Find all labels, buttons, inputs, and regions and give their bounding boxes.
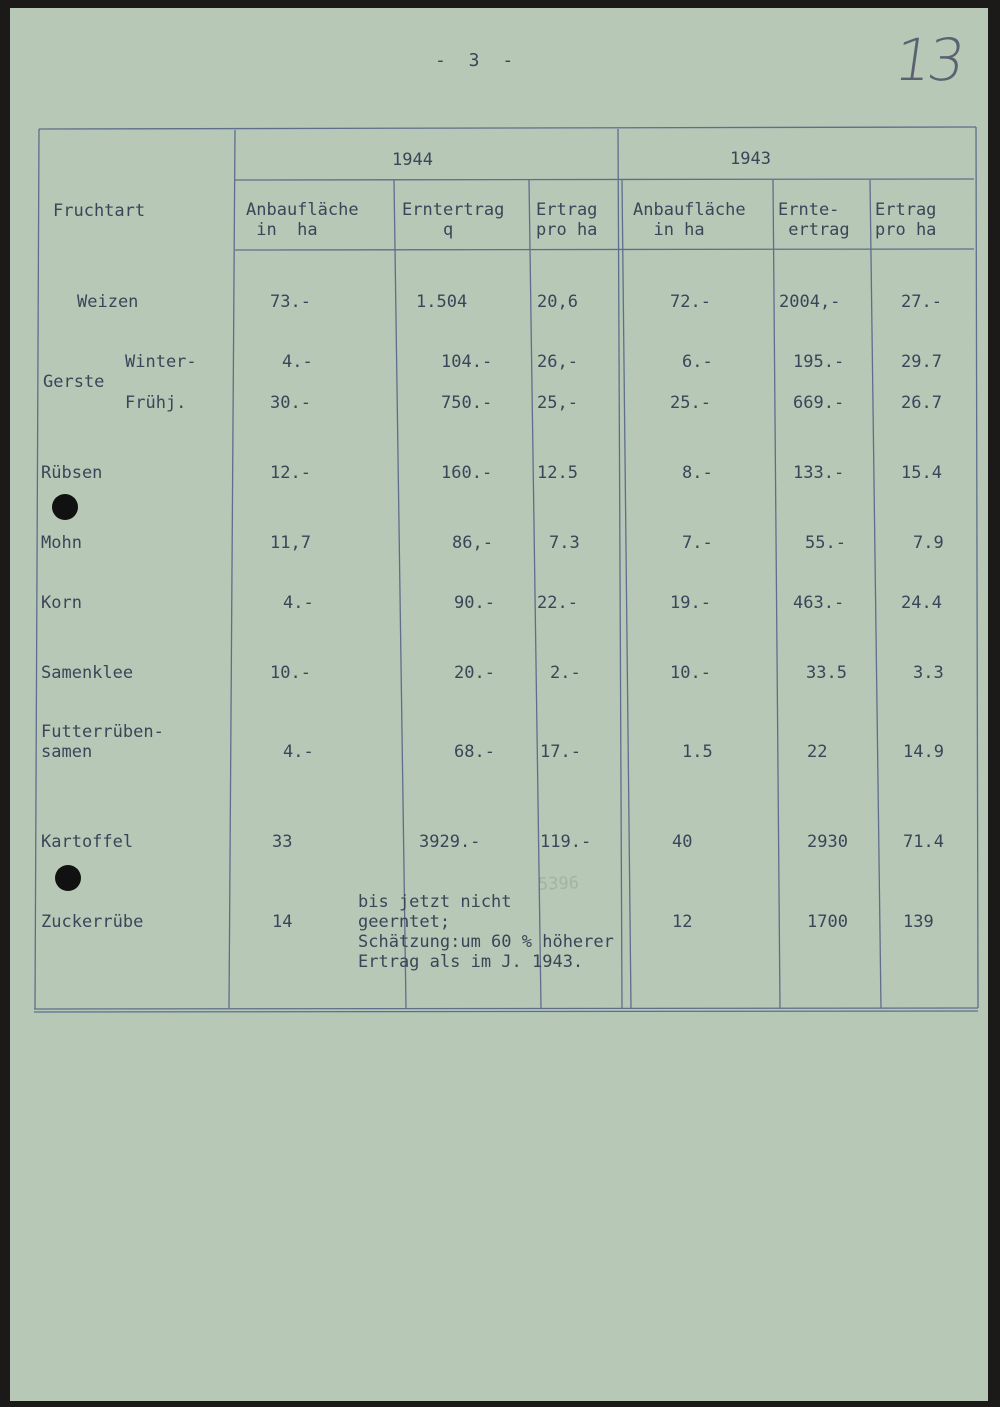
cell-area-1944: 10.- bbox=[270, 663, 311, 683]
cell-area-1943: 40 bbox=[672, 832, 693, 852]
cell-yield-1944: 3929.- bbox=[419, 832, 481, 852]
cell-per-ha-1944: 119.- bbox=[540, 832, 592, 852]
row-label-ruebsen: Rübsen bbox=[41, 463, 103, 483]
cell-per-ha-1943: 26.7 bbox=[901, 393, 942, 413]
header-year-1943: 1943 bbox=[730, 149, 771, 169]
cell-yield-1943: 669.- bbox=[793, 393, 845, 413]
page-number: - 3 - bbox=[435, 50, 520, 71]
cell-per-ha-1944: 26,- bbox=[537, 352, 578, 372]
cell-area-1943: 25.- bbox=[670, 393, 711, 413]
punch-hole bbox=[52, 494, 78, 520]
cell-yield-1944: 1.504 bbox=[416, 292, 468, 312]
cell-area-1944: 4.- bbox=[283, 593, 314, 613]
cell-per-ha-1943: 7.9 bbox=[913, 533, 944, 553]
cell-area-1944: 4.- bbox=[283, 742, 314, 762]
cell-yield-1944: 160.- bbox=[441, 463, 493, 483]
row-label-samenklee: Samenklee bbox=[41, 663, 134, 683]
header-per-ha-1944: Ertrag pro ha bbox=[536, 200, 598, 240]
cell-area-1944: 14 bbox=[272, 912, 293, 932]
cell-per-ha-1944: 12.5 bbox=[537, 463, 578, 483]
row-label-fruehj: Frühj. bbox=[125, 393, 187, 413]
row-label-gerste: Gerste bbox=[43, 372, 105, 392]
header-area-1944: Anbaufläche in ha bbox=[246, 200, 359, 240]
row-label-kartoffel: Kartoffel bbox=[41, 832, 134, 852]
cell-area-1944: 33 bbox=[272, 832, 293, 852]
header-yield-1944: Erntertrag q bbox=[402, 200, 505, 240]
cell-area-1944: 4.- bbox=[282, 352, 313, 372]
cell-area-1944: 73.- bbox=[270, 292, 311, 312]
cell-yield-1943: 2930 bbox=[807, 832, 848, 852]
cell-yield-1944: 90.- bbox=[454, 593, 495, 613]
cell-yield-1944: 68.- bbox=[454, 742, 495, 762]
note-not-harvested: bis jetzt nicht geerntet; Schätzung:um 60 % höherer Ertrag als im J. 1943. bbox=[358, 892, 614, 972]
cell-yield-1943: 22 bbox=[807, 742, 828, 762]
handwritten-folio-number: 13 bbox=[890, 26, 966, 94]
cell-yield-1943: 55.- bbox=[805, 533, 846, 553]
cell-per-ha-1943: 15.4 bbox=[901, 463, 942, 483]
cell-per-ha-1943: 139 bbox=[903, 912, 934, 932]
cell-yield-1943: 463.- bbox=[793, 593, 845, 613]
cell-per-ha-1943: 24.4 bbox=[901, 593, 942, 613]
cell-yield-1944: 750.- bbox=[441, 393, 493, 413]
cell-per-ha-1943: 27.- bbox=[901, 292, 942, 312]
punch-hole bbox=[55, 865, 81, 891]
header-crop-type: Fruchtart bbox=[53, 201, 146, 221]
cell-per-ha-1943: 71.4 bbox=[903, 832, 944, 852]
cell-per-ha-1944: 20,6 bbox=[537, 292, 578, 312]
cell-per-ha-1943: 3.3 bbox=[913, 663, 944, 683]
row-label-winter: Winter- bbox=[125, 352, 197, 372]
faded-stamp: 5396 bbox=[537, 873, 580, 895]
cell-area-1943: 19.- bbox=[670, 593, 711, 613]
cell-yield-1943: 195.- bbox=[793, 352, 845, 372]
header-yield-1943: Ernte- ertrag bbox=[778, 200, 850, 240]
cell-yield-1943: 2004,- bbox=[779, 292, 841, 312]
cell-per-ha-1943: 14.9 bbox=[903, 742, 944, 762]
cell-per-ha-1944: 7.3 bbox=[549, 533, 580, 553]
row-label-korn: Korn bbox=[41, 593, 82, 613]
cell-per-ha-1944: 2.- bbox=[550, 663, 581, 683]
cell-area-1944: 11,7 bbox=[270, 533, 311, 553]
cell-area-1943: 72.- bbox=[670, 292, 711, 312]
cell-yield-1943: 33.5 bbox=[806, 663, 847, 683]
cell-area-1943: 12 bbox=[672, 912, 693, 932]
row-label-mohn: Mohn bbox=[41, 533, 82, 553]
cell-yield-1943: 1700 bbox=[807, 912, 848, 932]
header-year-1944: 1944 bbox=[392, 150, 433, 170]
cell-per-ha-1944: 25,- bbox=[537, 393, 578, 413]
cell-yield-1944: 104.- bbox=[441, 352, 493, 372]
cell-area-1943: 8.- bbox=[682, 463, 713, 483]
row-label-weizen: Weizen bbox=[77, 292, 139, 312]
cell-area-1943: 10.- bbox=[670, 663, 711, 683]
cell-per-ha-1943: 29.7 bbox=[901, 352, 942, 372]
cell-per-ha-1944: 22.- bbox=[537, 593, 578, 613]
document-page bbox=[10, 8, 988, 1401]
cell-area-1943: 6.- bbox=[682, 352, 713, 372]
cell-yield-1943: 133.- bbox=[793, 463, 845, 483]
header-per-ha-1943: Ertrag pro ha bbox=[875, 200, 937, 240]
row-label-zuckerruebe: Zuckerrübe bbox=[41, 912, 144, 932]
cell-per-ha-1944: 17.- bbox=[540, 742, 581, 762]
cell-yield-1944: 86,- bbox=[452, 533, 493, 553]
cell-area-1944: 12.- bbox=[270, 463, 311, 483]
header-area-1943: Anbaufläche in ha bbox=[633, 200, 746, 240]
row-label-futterrueben: Futterrüben- samen bbox=[41, 722, 164, 762]
cell-yield-1944: 20.- bbox=[454, 663, 495, 683]
cell-area-1944: 30.- bbox=[270, 393, 311, 413]
cell-area-1943: 1.5 bbox=[682, 742, 713, 762]
cell-area-1943: 7.- bbox=[682, 533, 713, 553]
